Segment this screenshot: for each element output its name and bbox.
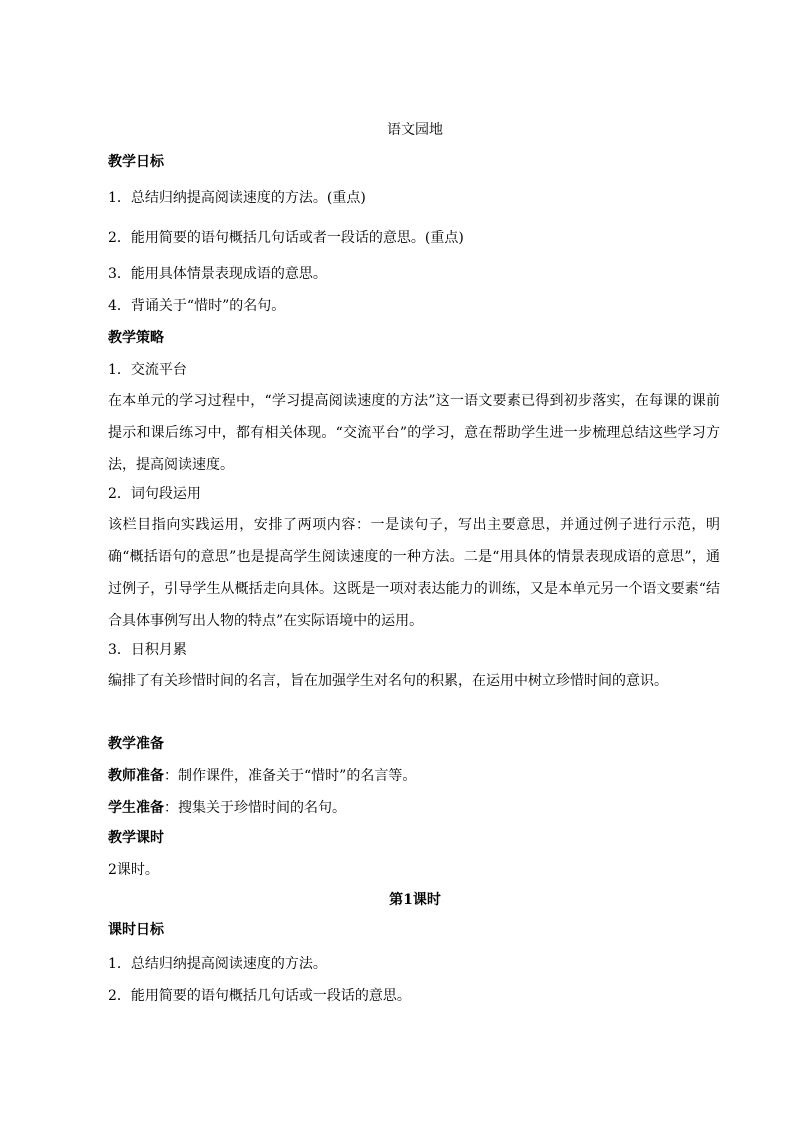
student-prep [108, 798, 722, 818]
strategy-1-text: 在本单元的学习过程中，“学习提高阅读速度的方法”这一语文要素已得到初步落实，在每课的课前提示和课后练习中，都有相关体现。“交流平台”的学习，意在帮助学生进一步梳理总结这些学习方法，提高阅读速度。 [108, 393, 720, 473]
strategy-2-title: 2．词句段运用 [108, 486, 201, 502]
lesson1-goal-item: 1．总结归纳提高阅读速度的方法。 [108, 956, 327, 972]
strategy-3-title: 3．日积月累 [108, 642, 187, 658]
strategy-3-text: 编排了有关珍惜时间的名言，旨在加强学生对名句的积累，在运用中树立珍惜时间的意识。 [108, 673, 668, 689]
goal-item: 2．能用简要的语句概括几句话或者一段话的意思。(重点) [108, 230, 464, 246]
lesson1-title: 第1课时 [389, 892, 441, 908]
goal-item: 1．总结归纳提高阅读速度的方法。(重点) [108, 190, 366, 206]
goals-heading: 教学日标 [108, 154, 164, 170]
strategy-1-title: 1．交流平台 [108, 362, 187, 378]
strategy-2-paragraph [108, 509, 720, 637]
strategy-2-text: 该栏目指向实践运用，安排了两项内容：一是读句子，写出主要意思，并通过例子进行示范，明确“概括语句的意思”也是提高学生阅读速度的一种方法。二是“用具体的情景表现成语的意思”，通过例子，引导学生从概括走向具体。这既是一项对表达能力的训练，又是本单元另一个语文要素“结合具体事例写出人物的特点”在实际语境中的运用。 [108, 517, 720, 629]
teacher-prep [108, 766, 722, 786]
student-prep-label: 学生准备 [108, 800, 164, 816]
prep-heading: 教学准备 [108, 736, 164, 752]
teacher-prep-label: 教师准备 [108, 768, 164, 784]
goal-item: 4．背诵关于“惜时”的名句。 [108, 298, 286, 314]
teacher-prep-text: ：制作课件，准备关于“惜时”的名言等。 [164, 768, 417, 784]
strategy-3-paragraph [108, 665, 720, 697]
strategy-1-paragraph [108, 385, 720, 481]
lesson1-goal-item: 2．能用简要的语句概括几句话或一段话的意思。 [108, 988, 411, 1004]
goal-item: 3．能用具体情景表现成语的意思。 [108, 266, 327, 282]
lesson1-goals-heading: 课时日标 [108, 922, 164, 938]
strategy-heading: 教学策略 [108, 330, 164, 346]
document-title: 语文园地 [387, 122, 443, 138]
hours-text: 2课时。 [108, 862, 159, 878]
hours-heading: 教学课时 [108, 830, 164, 846]
student-prep-text: ：搜集关于珍惜时间的名句。 [164, 800, 346, 816]
